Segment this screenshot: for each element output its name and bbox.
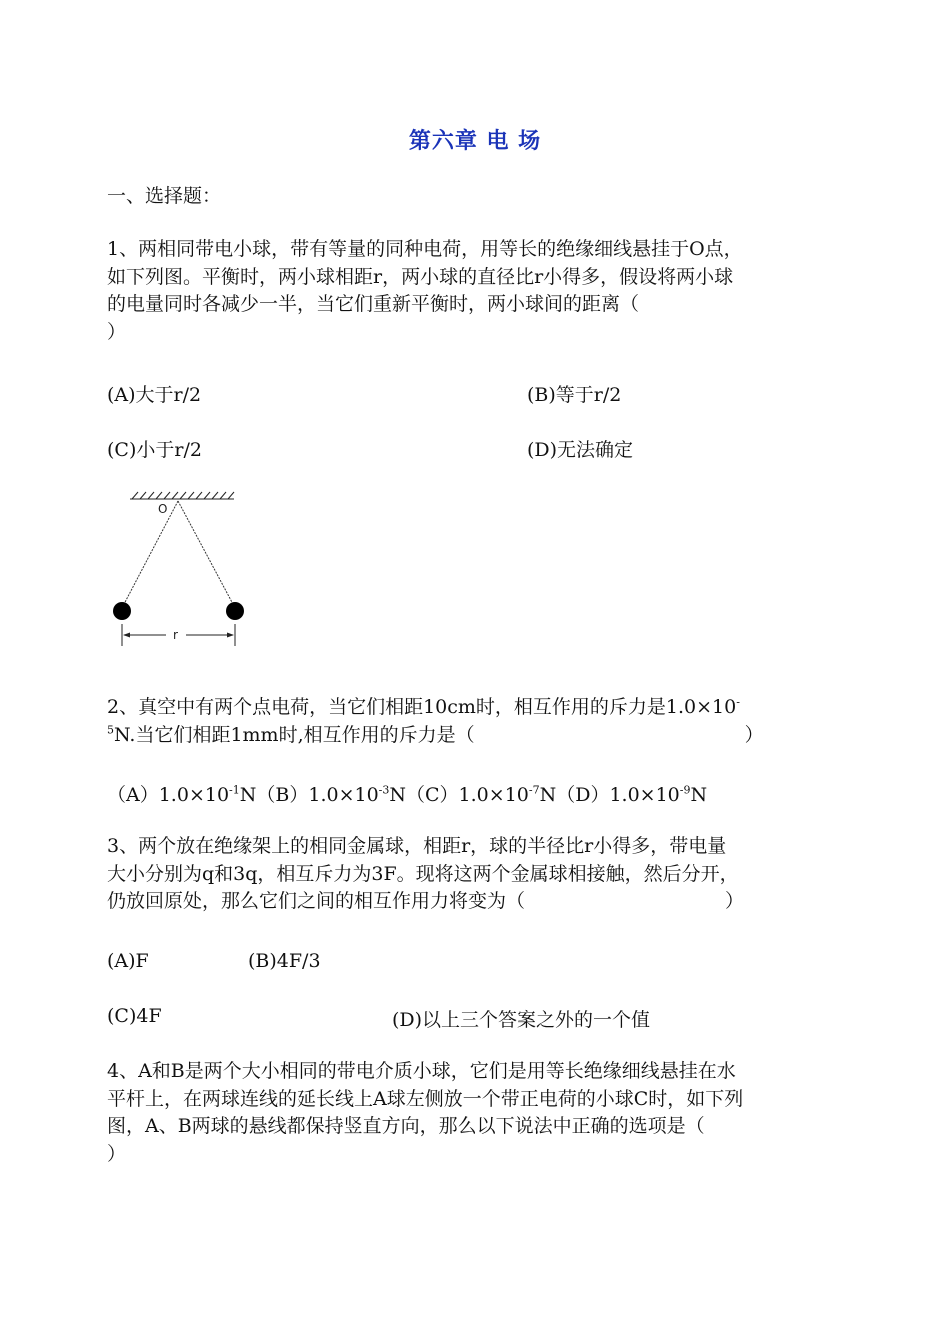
question-2 — [107, 694, 847, 749]
q2-option-a: $(A)1.0\times 10^{-1}N$ — [107, 783, 257, 806]
question-3-line: 3、两个放在绝缘架上的相同金属球，相距r，球的半径比r小得多，带电量 — [107, 835, 727, 857]
q3-option-a: (A)F — [107, 950, 149, 972]
q1-option-d: (D)无法确定 — [527, 439, 634, 461]
section-heading: 一、选择题： — [107, 185, 222, 207]
distance-label: r — [173, 628, 178, 642]
q3-option-b: (B)4F/3 — [248, 950, 321, 972]
question-1 — [107, 236, 847, 346]
arrow-left — [123, 633, 130, 638]
q3-text: ） — [725, 890, 745, 912]
left-thread — [123, 501, 178, 606]
question-1-line: 如下列图。平衡时，两小球相距r，两小球的直径比r小得多，假设将两小球 — [107, 265, 734, 288]
question-4-line: ） — [107, 1142, 127, 1165]
right-thread — [178, 501, 234, 606]
question-2-line-2 — [107, 722, 847, 750]
q2-text: ） — [744, 723, 764, 746]
q2-option-b: $(B)1.0\times 10^{-3}N$ — [256, 783, 407, 806]
q3-option-d: (D)以上三个答案之外的一个值 — [392, 1009, 651, 1031]
q2-superscript: 5 — [107, 723, 114, 737]
q3-option-c: (C)4F — [107, 1005, 162, 1027]
q2-option-d: $(D)1.0\times 10^{-9}N$ — [556, 783, 708, 806]
question-4-line: 4、A和B是两个大小相同的带电介质小球，它们是用等长绝缘细线悬挂在水 — [107, 1060, 736, 1082]
question-3-line — [107, 888, 847, 916]
right-ball — [226, 602, 244, 620]
question-4 — [107, 1058, 847, 1168]
ceiling-hatch — [130, 492, 234, 499]
q2-option-c: $(C)1.0\times 10^{-7}N$ — [406, 783, 557, 806]
q2-superscript: - — [736, 695, 740, 709]
q1-option-c: (C)小于r/2 — [107, 439, 202, 461]
q1-option-b: (B)等于r/2 — [527, 384, 622, 406]
question-1-line: 的电量同时各减少一半，当它们重新平衡时，两小球间的距离（ — [107, 293, 640, 315]
pivot-label: O — [158, 502, 168, 516]
q1-option-a: (A)大于r/2 — [107, 384, 202, 406]
question-1-line: 1、两相同带电小球，带有等量的同种电荷，用等长的绝缘细线悬挂于O点， — [107, 238, 743, 260]
question-4-line: 图，A、B两球的悬线都保持竖直方向，那么以下说法中正确的选项是（ — [107, 1115, 705, 1137]
pendulum-figure — [108, 482, 248, 652]
q2-text: 2、真空中有两个点电荷，当它们相距10cm时，相互作用的斥力是1.0×10 — [107, 696, 737, 718]
q2-text: N.当它们相距1mm时,相互作用的斥力是（ — [114, 723, 475, 746]
question-2-line-1 — [107, 694, 847, 722]
question-3 — [107, 833, 847, 916]
arrow-right — [227, 633, 234, 638]
left-ball — [113, 602, 131, 620]
question-4-line: 平杆上，在两球连线的延长线上A球左侧放一个带正电荷的小球C时，如下列 — [107, 1087, 744, 1110]
q2-options — [107, 780, 707, 807]
question-3-line: 大小分别为q和3q，相互斥力为3F。现将这两个金属球相接触，然后分开， — [107, 862, 739, 885]
question-1-line: ） — [107, 320, 127, 343]
q3-text: 仍放回原处，那么它们之间的相互作用力将变为（ — [107, 890, 526, 912]
chapter-title: 第六章 电 场 — [408, 128, 542, 154]
